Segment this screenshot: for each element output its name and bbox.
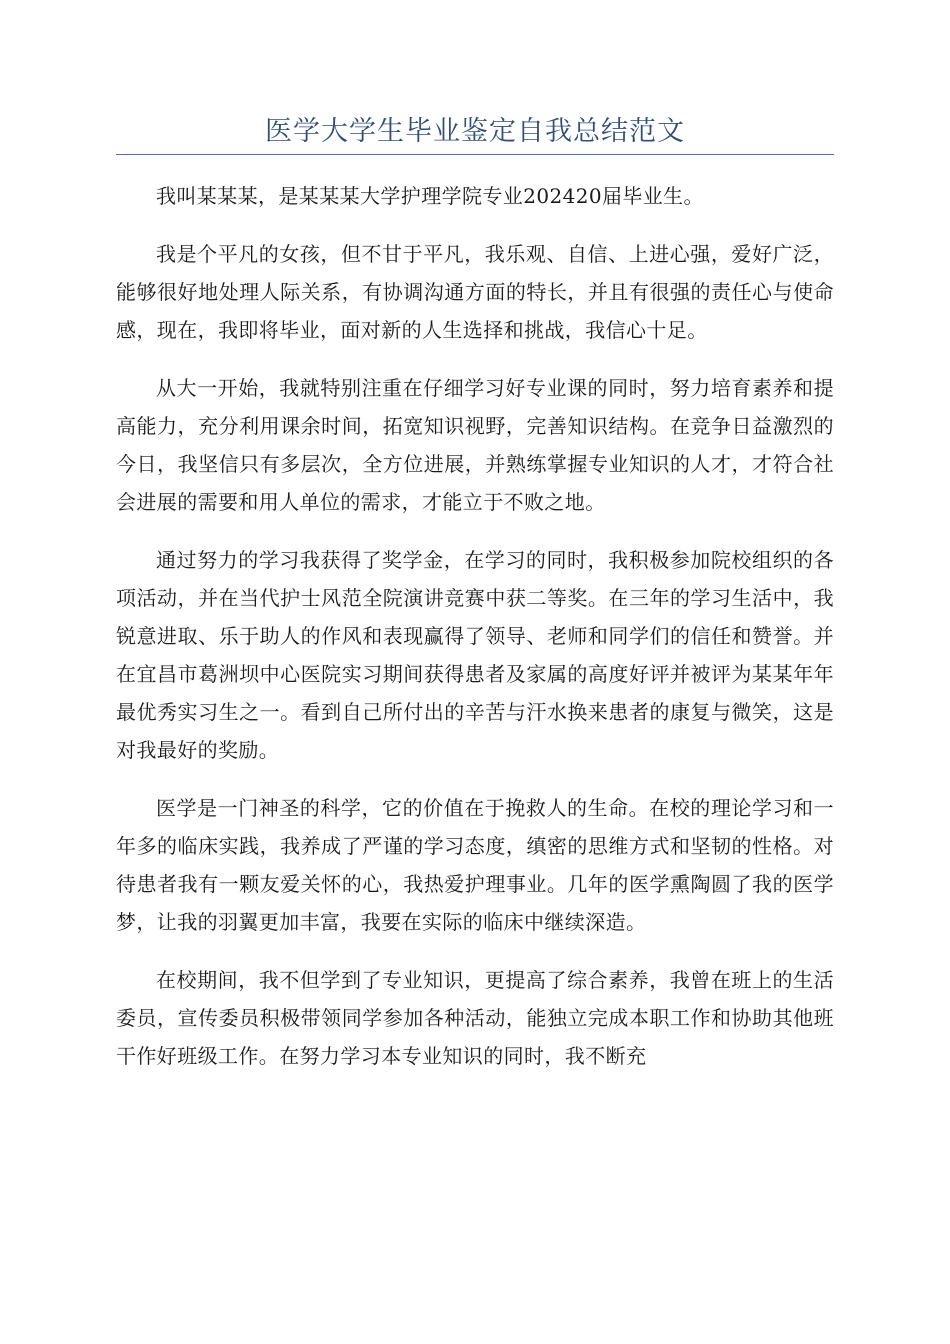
title-underline (116, 154, 834, 155)
document-title: 医学大学生毕业鉴定自我总结范文 (265, 116, 685, 147)
paragraph: 通过努力的学习我获得了奖学金，在学习的同时，我积极参加院校组织的各项活动，并在当代护士风范全院演讲竞赛中获二等奖。在三年的学习生活中，我锐意进取、乐于助人的作风和表现赢得了领导、老师和同学们的信任和赞誉。并在宜昌市葛洲坝中心医院实习期间获得患者及家属的高度好评并被评为某某年年最优秀实习生之一。看到自己所付出的辛苦与汗水换来患者的康复与微笑，这是对我最好的奖励。 (116, 548, 834, 762)
paragraph: 我是个平凡的女孩，但不甘于平凡，我乐观、自信、上进心强，爱好广泛，能够很好地处理人际关系，有协调沟通方面的特长，并且有很强的责任心与使命感，现在，我即将毕业，面对新的人生选择和挑战，我信心十足。 (116, 242, 834, 342)
paragraph: 在校期间，我不但学到了专业知识，更提高了综合素养，我曾在班上的生活委员，宣传委员积极带领同学参加各种活动，能独立完成本职工作和协助其他班干作好班级工作。在努力学习本专业知识的同时，我不断充 (116, 968, 834, 1068)
document-body (116, 177, 834, 1075)
paragraph: 我叫某某某，是某某某大学护理学院专业202420届毕业生。 (156, 184, 704, 208)
paragraph: 医学是一门神圣的科学，它的价值在于挽救人的生命。在校的理论学习和一年多的临床实践，我养成了严谨的学习态度，缜密的思维方式和坚韧的性格。对待患者我有一颗友爱关怀的心，我热爱护理事业。几年的医学熏陶圆了我的医学梦，让我的羽翼更加丰富，我要在实际的临床中继续深造。 (116, 796, 834, 934)
document-page (116, 112, 834, 1095)
paragraph: 从大一开始，我就特别注重在仔细学习好专业课的同时，努力培育素养和提高能力，充分利用课余时间，拓宽知识视野，完善知识结构。在竞争日益激烈的今日，我坚信只有多层次，全方位进展，并熟练掌握专业知识的人才，才符合社会进展的需要和用人单位的需求，才能立于不败之地。 (116, 376, 834, 514)
